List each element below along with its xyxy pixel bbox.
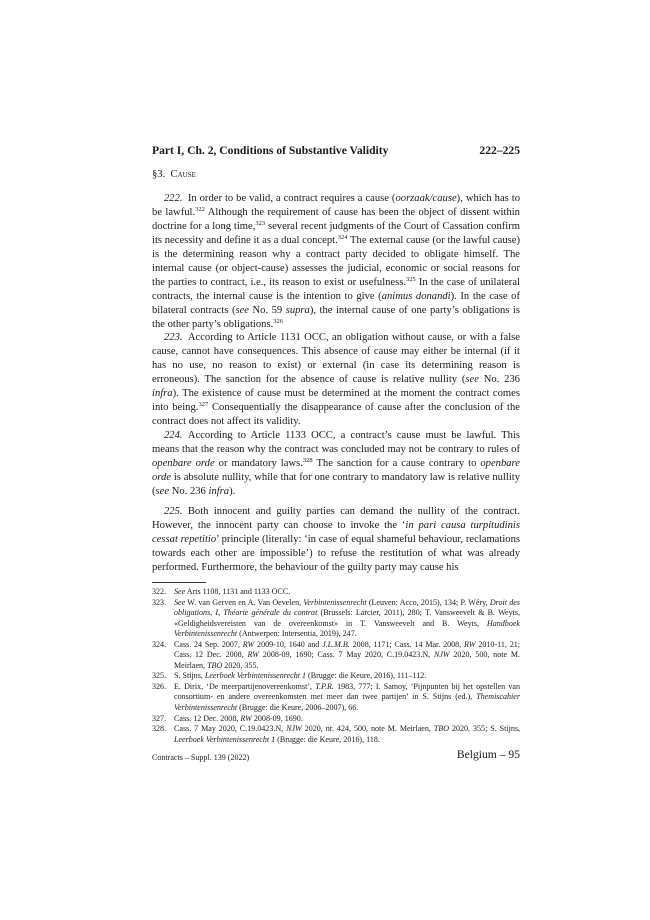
text-run: ). <box>229 486 236 498</box>
footnote-ref: 324 <box>337 234 348 242</box>
text-run: The external cause (or the lawful cause) is the determining reason why a contract party decided to obligate himself. The internal cause (or object-cause) assesses the judicial, economic or social reasons for the parties to contract, i.e., its reason to exist or usefulness. <box>152 235 520 289</box>
text-run: ). The existence of cause must be determined at the moment the contract comes into being. <box>152 388 520 414</box>
text-run: (Leuven: Acco, 2015), 134; P. Wéry, <box>366 597 490 607</box>
italic-text: Handboek Verbintenissenrecht <box>174 618 520 639</box>
text-run: Cass. 12 Dec. 2008, <box>174 713 241 723</box>
italic-text: see <box>235 305 250 317</box>
text-run: The sanction for a cause contrary to <box>312 458 481 470</box>
italic-text: RW <box>242 639 255 649</box>
text-run: 2020, nr. 424, 500, note M. Meirlaen, <box>301 724 434 734</box>
paragraph-225 <box>152 505 520 575</box>
italic-text: animus donandi <box>381 291 451 303</box>
italic-text: NJW <box>433 650 450 660</box>
italic-text: see <box>155 486 170 498</box>
text-run: (Antwerpen: Intersentia, 2019), 247. <box>237 629 357 639</box>
text-run: several recent judgments of the Court of Cassation confirm its necessity and define it as a dual concept. <box>152 221 520 247</box>
footer-page-number: Belgium – 95 <box>456 748 520 761</box>
italic-text: oorzaak/cause <box>395 193 457 204</box>
text-run: ). In the case of bilateral contracts ( <box>152 291 520 317</box>
text-run: (Brussels: Larcier, 2011), 280; T. Vansweevelt & B. Weyts, «Geldigheidsvereisten van de overeenkomst» in T. Vansweevelt and B. Weyts, <box>174 608 520 628</box>
italic-text: See <box>174 587 186 596</box>
text-run: No. 236 <box>478 374 520 386</box>
footnote-rule <box>152 582 206 583</box>
italic-text: Droit des obligations, I, Théorie générale du contrat <box>174 597 520 618</box>
section-heading <box>152 168 520 182</box>
text-run: (Brugge: die Keure, 2006–2007), 66. <box>237 703 359 713</box>
paragraph-number: 225. <box>164 506 183 517</box>
footnote-number: 322. <box>152 587 167 596</box>
footnote-number: 326. <box>152 681 167 691</box>
text-run: 2020, 355. <box>222 660 259 670</box>
text-run: W. van Gerven en A. Van Oevelen, <box>185 597 304 607</box>
footnote-text <box>174 724 520 745</box>
footnote-number: 325. <box>152 671 167 681</box>
running-header-title: Part I, Ch. 2, Conditions of Substantive Validity <box>152 144 389 157</box>
section-title: Cause <box>170 169 196 180</box>
text-run: 2020, 355; S. Stijns, <box>449 724 520 734</box>
footnote-number: 327. <box>152 713 167 723</box>
footnote-ref: 328 <box>302 457 313 465</box>
text-run: In order to be valid, a contract requires a cause ( <box>187 193 396 204</box>
footnote-ref: 325 <box>406 276 416 284</box>
footnotes <box>152 587 520 745</box>
footnote-text <box>174 598 520 640</box>
italic-text: Themiscahier Verbintenissenrecht <box>174 692 520 713</box>
italic-text: in pari causa turpitudinis cessat repetitio <box>152 520 520 546</box>
text-run: (Brugge: die Keure, 2016), 118. <box>275 734 380 744</box>
italic-text: openbare orde <box>152 458 215 470</box>
italic-text: T.P.R. <box>315 681 334 691</box>
footnote-ref: 322 <box>195 206 205 214</box>
text-run: 2008-09, 1690; Cass. 7 May 2020, C.19.0423.N, <box>258 650 434 660</box>
paragraph-224 <box>152 429 520 499</box>
italic-text: TBO <box>207 660 223 670</box>
footnote-text <box>174 682 520 714</box>
italic-text: openbare orde <box>152 458 520 484</box>
paragraph-number: 223. <box>164 332 183 343</box>
text-run: 2020, 500, note M. Meirlaen, <box>174 650 520 670</box>
text-run: ), the internal cause of one party’s obligations is the other party’s obligations. <box>152 305 520 331</box>
footnote <box>152 671 520 682</box>
paragraph-222 <box>152 192 520 332</box>
text-run: E. Dirix, ‘De meerpartijenovereenkomst’, <box>174 681 316 691</box>
italic-text: infra <box>208 486 230 498</box>
footnote <box>152 682 520 714</box>
italic-text: infra <box>152 388 173 400</box>
footnote <box>152 640 520 672</box>
text-run: S. Stijns, <box>174 671 205 681</box>
italic-text: Verbintenissenrecht <box>303 597 367 607</box>
text-run: Cass. 24 Sep. 2007, <box>174 639 243 649</box>
italic-text: TBO <box>433 724 450 734</box>
footnote-number: 324. <box>152 639 167 649</box>
text-run: ’ principle (literally: ‘in case of equal shameful behaviour, reclamations towards each other are impossible’) to refuse the restitution of what was already performed. Furthermore, the behaviour of the guilty party may cause his <box>152 534 520 574</box>
footnote-ref: 327 <box>198 401 209 409</box>
italic-text: Leerboek Verbintenissenrecht 1 <box>174 734 276 744</box>
text-run: 2008-09, 1690. <box>251 713 303 723</box>
text-run: Arts 1108, 1131 and 1133 OCC. <box>185 587 291 596</box>
italic-text: RW <box>247 650 259 660</box>
footnote-ref: 326 <box>273 318 283 326</box>
italic-text: NJW <box>286 724 302 734</box>
italic-text: see <box>465 374 479 386</box>
text-run: ), which has to be lawful. <box>152 193 521 219</box>
paragraph-number: 222. <box>164 193 183 204</box>
text-run: Cass. 7 May 2020, C.19.0423.N, <box>174 724 287 734</box>
footnote-number: 328. <box>152 724 167 734</box>
footnote <box>152 724 520 745</box>
text-run: (Brugge: die Keure, 2016), 111–112. <box>306 671 427 681</box>
text-run: or mandatory laws. <box>214 458 303 470</box>
italic-text: supra <box>285 305 310 317</box>
paragraph-number: 224. <box>164 430 183 441</box>
text-run: No. 236 <box>169 486 209 498</box>
footnote <box>152 587 520 598</box>
footnote-ref: 323 <box>255 220 266 228</box>
italic-text: Leerboek Verbintenissenrecht 1 <box>204 671 307 681</box>
running-header <box>152 144 520 158</box>
text-run: 1983, 777; I. Samoy, ‘Pijnpunten bij het opstellen van consortium- en andere overeenkomsten met meer dan twee partijen’ in S. Stijns (ed.), <box>174 681 520 702</box>
text-run: Although the requirement of cause has been the object of dissent within doctrine for a long time, <box>152 207 520 233</box>
italic-text: RW <box>240 713 252 723</box>
text-run: Consequentially the disappearance of cause after the conclusion of the contract does not affect its validity. <box>152 402 520 428</box>
text-run: According to Article 1133 OCC, a contract’s cause must be lawful. This means that the reason why the contract was concluded may not be contrary to rules of <box>152 430 520 456</box>
text-run: is absolute nullity, while that for one contrary to mandatory law is relative nullity ( <box>152 472 520 498</box>
text-run: 2009-10, 1640 and <box>254 639 323 649</box>
footnote-text <box>174 587 520 598</box>
footer-publication: Contracts – Suppl. 139 (2022) <box>152 753 250 762</box>
footnote-number: 323. <box>152 597 167 607</box>
text-run: No. 59 <box>249 305 286 317</box>
section-number: §3. <box>152 169 166 180</box>
footnote-text <box>174 640 520 672</box>
footnote <box>152 598 520 640</box>
paragraph-223 <box>152 331 520 429</box>
running-header-range: 222–225 <box>479 144 520 157</box>
text-run: In the case of unilateral contracts, the internal cause is the intention to give ( <box>152 277 520 303</box>
footnote-text <box>174 671 520 682</box>
footnote-text <box>174 714 520 725</box>
italic-text: See <box>174 597 186 607</box>
text-run: According to Article 1131 OCC, an obligation without cause, or with a false cause, cannot have consequences. This absence of cause may either be internal (if it has no use, no reason to exist) or external (in case its determining reason is erroneous). The sanction for the absence of cause is relative nullity ( <box>152 332 520 386</box>
footnote <box>152 714 520 725</box>
text-run: Both innocent and guilty parties can demand the nullity of the contract. However, the innocent party can choose to invoke the ‘ <box>152 506 520 532</box>
document-page <box>152 0 520 920</box>
text-run: 2010-11, 21; Cass. 12 Dec. 2008, <box>174 639 520 660</box>
text-run: 2008, 1171; Cass. 14 Mar. 2008, <box>349 639 465 649</box>
italic-text: J.L.M.B. <box>322 639 350 649</box>
italic-text: RW <box>464 639 476 649</box>
